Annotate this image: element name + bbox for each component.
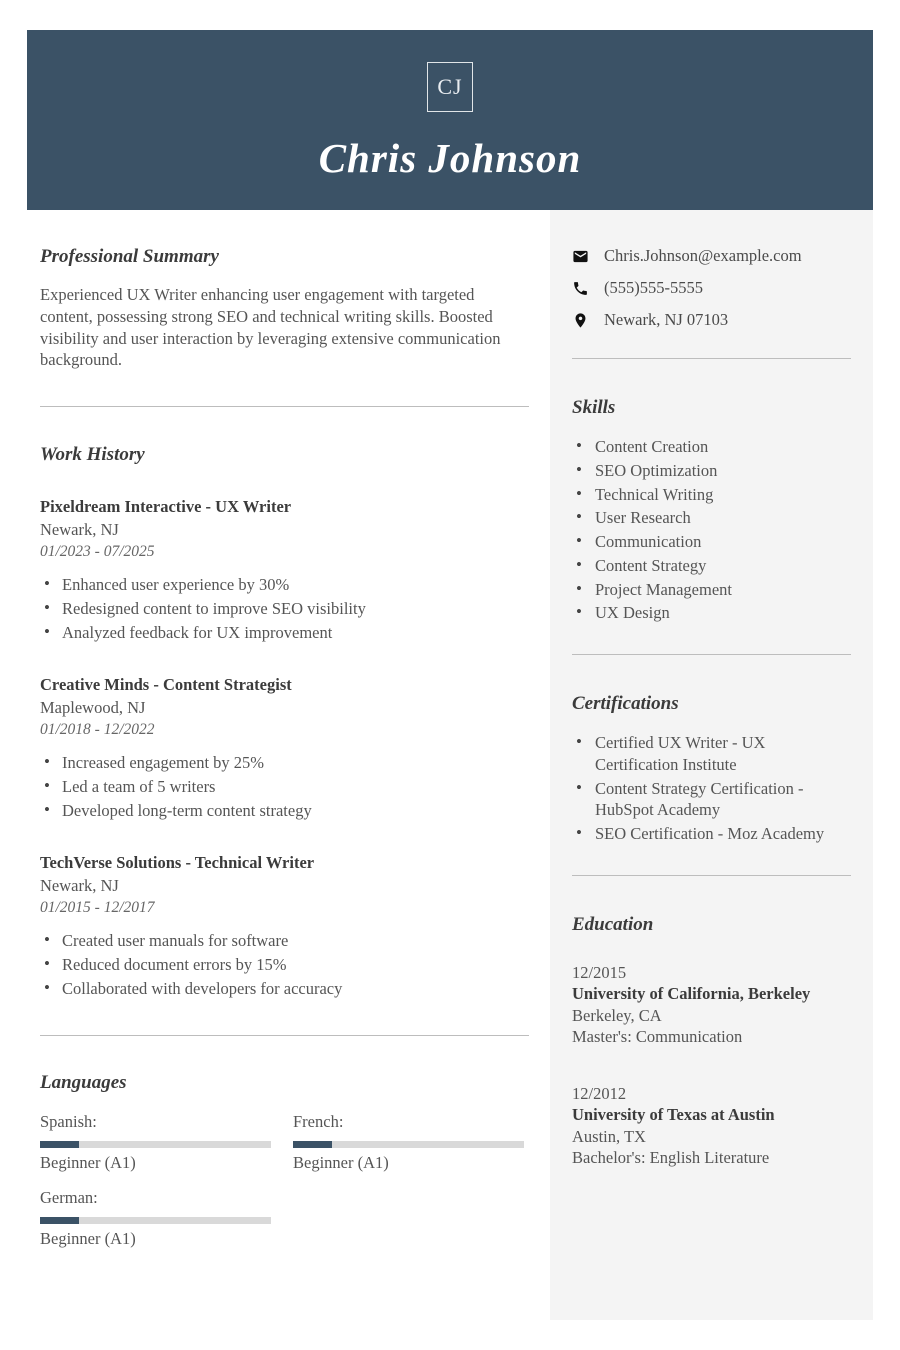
- job-entry: [40, 675, 529, 822]
- language-item: [40, 1188, 271, 1249]
- job-bullet: • Created user manuals for software: [40, 930, 529, 952]
- education-entry: [572, 1083, 851, 1169]
- skills-section: [572, 359, 851, 655]
- job-bullet: • Led a team of 5 writers: [40, 776, 529, 798]
- job-dates: 01/2018 - 12/2022: [40, 720, 155, 738]
- job-bullet: • Reduced document errors by 15%: [40, 954, 529, 976]
- job-bullet: • Increased engagement by 25%: [40, 752, 529, 774]
- contact-location-row: [572, 310, 851, 330]
- education-location: Austin, TX: [572, 1126, 646, 1146]
- summary-heading: Professional Summary: [40, 246, 219, 267]
- job-bullet: • Developed long-term content strategy: [40, 800, 529, 822]
- job-bullet: • Analyzed feedback for UX improvement: [40, 622, 529, 644]
- right-sidebar: [550, 210, 873, 1320]
- job-location: Newark, NJ: [40, 875, 119, 895]
- education-degree: Bachelor's: English Literature: [572, 1148, 770, 1168]
- summary-text: Experienced UX Writer enhancing user engagement with targeted content, possessing strong SEO and technical writing skills. Boosted visibility and user interaction by leveraging extensive communication background.: [40, 285, 501, 370]
- phone-icon: [572, 280, 589, 297]
- language-level: Beginner (A1): [40, 1228, 136, 1248]
- language-level: Beginner (A1): [40, 1152, 136, 1172]
- education-section: [572, 876, 851, 1169]
- certifications-section: [572, 655, 851, 876]
- certifications-list: [572, 732, 851, 845]
- job-bullet-list: [40, 752, 529, 822]
- language-item: [293, 1112, 524, 1173]
- skill-item: • UX Design: [572, 602, 851, 624]
- language-progress-track: [40, 1217, 271, 1224]
- education-date: 12/2012: [572, 1083, 627, 1103]
- education-degree: Master's: Communication: [572, 1027, 743, 1047]
- job-entry: [40, 497, 529, 644]
- work-history-section: [40, 407, 529, 1035]
- job-dates: 01/2015 - 12/2017: [40, 898, 155, 916]
- languages-heading: Languages: [40, 1071, 127, 1093]
- skills-heading: Skills: [572, 397, 616, 418]
- person-name: Chris Johnson: [318, 135, 582, 181]
- language-progress-track: [40, 1141, 271, 1148]
- email-icon: [572, 248, 589, 265]
- contact-section: [572, 246, 851, 359]
- education-school: University of California, Berkeley: [572, 984, 811, 1004]
- left-column: [40, 210, 529, 1249]
- job-bullet: • Redesigned content to improve SEO visibility: [40, 598, 529, 620]
- job-title: TechVerse Solutions - Technical Writer: [40, 852, 315, 872]
- language-item: [40, 1112, 271, 1173]
- contact-phone: (555)555-5555: [604, 278, 703, 297]
- languages-grid: [40, 1112, 529, 1249]
- language-progress-fill: [40, 1141, 79, 1148]
- job-dates: 01/2023 - 07/2025: [40, 543, 155, 561]
- skill-item: • Content Creation: [572, 436, 851, 458]
- job-location: Maplewood, NJ: [40, 697, 146, 717]
- contact-location: Newark, NJ 07103: [604, 310, 729, 329]
- language-name: Spanish:: [40, 1111, 97, 1131]
- job-location: Newark, NJ: [40, 520, 119, 540]
- certification-item: • Content Strategy Certification - HubSpot Academy: [572, 778, 851, 822]
- skill-item: • Technical Writing: [572, 484, 851, 506]
- education-date: 12/2015: [572, 962, 627, 982]
- education-school: University of Texas at Austin: [572, 1105, 775, 1125]
- job-bullet: • Collaborated with developers for accuracy: [40, 978, 529, 1000]
- job-bullet: • Enhanced user experience by 30%: [40, 574, 529, 596]
- skill-item: • Content Strategy: [572, 555, 851, 577]
- languages-section: [40, 1036, 529, 1249]
- job-title: Creative Minds - Content Strategist: [40, 674, 292, 694]
- skills-list: [572, 436, 851, 624]
- monogram-badge: [427, 62, 473, 112]
- language-name: French:: [293, 1111, 344, 1131]
- skill-item: • SEO Optimization: [572, 460, 851, 482]
- certification-item: • Certified UX Writer - UX Certification Institute: [572, 732, 851, 776]
- education-entry: [572, 962, 851, 1048]
- job-bullet-list: [40, 574, 529, 644]
- language-progress-fill: [293, 1141, 332, 1148]
- education-location: Berkeley, CA: [572, 1005, 662, 1025]
- work-history-heading: Work History: [40, 444, 145, 466]
- education-heading: Education: [572, 913, 654, 935]
- summary-section: [40, 210, 529, 407]
- contact-email: Chris.Johnson@example.com: [604, 246, 802, 265]
- header-banner: [27, 30, 873, 210]
- job-bullet-list: [40, 930, 529, 1000]
- contact-email-row: [572, 246, 851, 266]
- monogram-initials: CJ: [437, 74, 463, 99]
- skill-item: • User Research: [572, 507, 851, 529]
- job-entry: [40, 853, 529, 1000]
- language-progress-track: [293, 1141, 524, 1148]
- language-level: Beginner (A1): [293, 1152, 389, 1172]
- job-title: Pixeldream Interactive - UX Writer: [40, 497, 292, 517]
- contact-phone-row: [572, 278, 851, 298]
- language-progress-fill: [40, 1217, 79, 1224]
- location-pin-icon: [572, 312, 589, 329]
- skill-item: • Communication: [572, 531, 851, 553]
- skill-item: • Project Management: [572, 579, 851, 601]
- certifications-heading: Certifications: [572, 693, 679, 715]
- certification-item: • SEO Certification - Moz Academy: [572, 823, 851, 845]
- language-name: German:: [40, 1187, 98, 1207]
